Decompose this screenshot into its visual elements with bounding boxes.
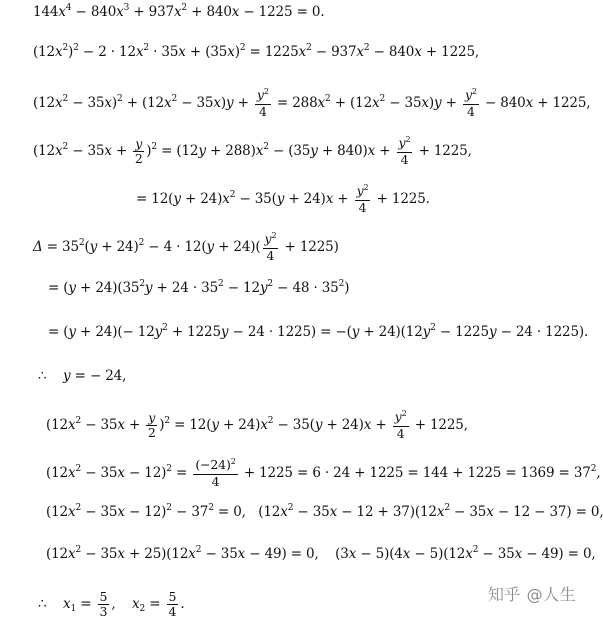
equation-line-1: $144x^4 - 840x^3 + 937x^2 + 840x - 1225 = 0$. (33, 3, 325, 20)
equation-line-7: = $(y + 24)(35^2y + 24 \cdot 35^2 - 12y^2 - 48 \cdot 35^2)$ (48, 279, 350, 296)
equation-line-4: ($12x^2 - 35x$ + $\frac{y}{2}$ )$^2 = (12y + 288)x^2 - (35y + 840)x$ + $\frac{y^2}{4}$ + 1225, (33, 135, 472, 167)
equation-line-5: = $12(y + 24)x^2 - 35(y + 24)x$ + $\frac{y^2}{4}$ + 1225. (136, 183, 430, 215)
equation-line-6: $\Delta = 35^2(y + 24)^2 - 4 \cdot 12(y + 24)$( $\frac{y^2}{4}$ + 1225) (33, 231, 339, 263)
equation-line-10: ($12x^2 - 35x$ + $\frac{y}{2}$ )$^2 = 12(y + 24)x^2 - 35(y + 24)x$ + $\frac{y^2}{4}$ + 1225, (46, 409, 468, 441)
equation-line-13: $(12x^2 - 35x + 25)(12x^2 - 35x - 49) = 0$, $(3x - 5)(4x - 5)(12x^2 - 35x - 49) = 0$, (46, 545, 596, 562)
equation-line-8: = $(y + 24)(- 12y^2 + 1225y - 24 \cdot 1225) = -(y + 24)(12y^2 - 1225y - 24 \cdot 1225)$. (48, 323, 589, 340)
equation-line-14: ∴ $x_1$ = $\frac{5}{3}$ , $x_2$ = $\frac{5}{4}$ . (38, 589, 185, 619)
equation-line-9: ∴ y = − 24, (38, 368, 127, 384)
equation-line-12: $(12x^2 - 35x - 12)^2 - 37^2 = 0$, $(12x^2 - 35x - 12 + 37)(12x^2 - 35x - 12 - 37) = 0$, (46, 503, 603, 520)
watermark-text: 知乎 @人生 (488, 585, 577, 604)
equation-line-3: $(12x^2 - 35x)^2 + (12x^2 - 35x)y$ + $\frac{y^2}{4}$ = $288x^2 + (12x^2 - 35x)y$ + $\frac{y^2}{4}$ − 840x + 1225, (33, 87, 591, 119)
equation-line-11: $(12x^2 - 35x - 12)^2$ = $\frac{(-24)^2}{4}$ + $1225 = 6 \cdot 24 + 1225 = 144 + 1225 = 1369 = 37^2$, (46, 457, 601, 489)
equation-line-2: $(12x^2)^2 - 2 \cdot 12x^2 \cdot 35x + (35x)^2 = 1225x^2 - 937x^2 - 840x + 1225$, (33, 43, 480, 60)
